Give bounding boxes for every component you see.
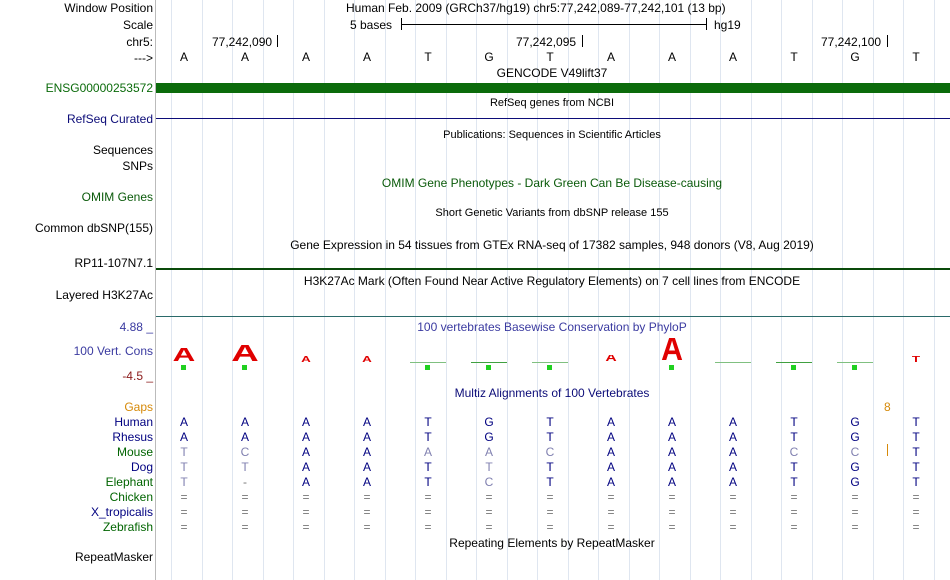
- coord-1-tick: [277, 35, 278, 47]
- repeatmasker-label[interactable]: RepeatMasker: [74, 550, 153, 564]
- strand-label: --->: [134, 51, 153, 65]
- refseq-gene-line[interactable]: [156, 118, 950, 119]
- aligned-base: T: [790, 430, 798, 444]
- aligned-base: A: [362, 445, 371, 459]
- species-label[interactable]: X_tropicalis: [90, 505, 153, 519]
- aligned-base: =: [790, 520, 798, 534]
- aligned-base: T: [241, 460, 249, 474]
- phylop-logo-glyph: A: [362, 356, 372, 362]
- aligned-base: T: [912, 430, 920, 444]
- aligned-base: =: [241, 520, 249, 534]
- aligned-base: =: [851, 520, 859, 534]
- phylop-score-marker: [486, 365, 491, 370]
- phylop-flat-mark: [715, 362, 751, 363]
- aligned-base: A: [606, 460, 615, 474]
- species-label[interactable]: Dog: [130, 460, 153, 474]
- coord-3-tick: [887, 35, 888, 47]
- publications-track-title[interactable]: Publications: Sequences in Scientific Articles: [443, 129, 661, 141]
- ref-base: A: [606, 50, 615, 64]
- aligned-base: =: [729, 490, 737, 504]
- ref-base: G: [850, 50, 860, 64]
- species-label[interactable]: Chicken: [109, 490, 153, 504]
- ref-base: T: [546, 50, 554, 64]
- aligned-base: A: [484, 445, 493, 459]
- snps-label[interactable]: SNPs: [122, 159, 153, 173]
- aligned-base: G: [850, 415, 860, 429]
- aligned-base: =: [607, 490, 615, 504]
- phylop-logo-glyph: A: [661, 338, 683, 362]
- aligned-base: =: [851, 505, 859, 519]
- aligned-base: T: [424, 475, 432, 489]
- aligned-base: A: [301, 430, 310, 444]
- aligned-base: A: [728, 460, 737, 474]
- dbsnp-label[interactable]: Common dbSNP(155): [34, 221, 153, 235]
- aligned-base: A: [179, 430, 188, 444]
- aligned-base: T: [546, 460, 554, 474]
- aligned-base: C: [789, 445, 799, 459]
- phylop-track-title[interactable]: 100 vertebrates Basewise Conservation by PhyloP: [417, 320, 687, 334]
- aligned-base: A: [423, 445, 432, 459]
- species-label[interactable]: Elephant: [105, 475, 153, 489]
- scale-value: 5 bases: [350, 18, 393, 32]
- gap-count: 8: [884, 400, 891, 414]
- aligned-base: A: [667, 460, 676, 474]
- aligned-base: T: [546, 475, 554, 489]
- aligned-base: T: [912, 475, 920, 489]
- ref-base: A: [728, 50, 737, 64]
- scale-bar-right-tick: [706, 18, 707, 30]
- coord-2-tick: [582, 35, 583, 47]
- aligned-base: T: [912, 460, 920, 474]
- ref-base: G: [484, 50, 494, 64]
- aligned-base: =: [302, 490, 310, 504]
- repeatmasker-track-title[interactable]: Repeating Elements by RepeatMasker: [449, 536, 655, 550]
- aligned-base: =: [912, 520, 920, 534]
- aligned-base: =: [180, 490, 188, 504]
- ref-base: A: [301, 50, 310, 64]
- aligned-base: =: [363, 490, 371, 504]
- aligned-base: C: [850, 445, 860, 459]
- gencode-track-title[interactable]: GENCODE V49lift37: [496, 66, 608, 80]
- omim-track-title[interactable]: OMIM Gene Phenotypes - Dark Green Can Be Disease-causing: [381, 176, 723, 190]
- aligned-base: A: [606, 475, 615, 489]
- aligned-base: =: [302, 520, 310, 534]
- gtex-gene-label[interactable]: RP11-107N7.1: [74, 256, 153, 270]
- phylop-logo-glyph: A: [172, 348, 196, 362]
- scale-label: Scale: [122, 18, 153, 32]
- scale-db: hg19: [714, 18, 741, 32]
- aligned-base: G: [850, 475, 860, 489]
- phylop-score-marker: [852, 365, 857, 370]
- h3k27ac-label[interactable]: Layered H3K27Ac: [55, 288, 153, 302]
- gencode-gene-feature[interactable]: [156, 83, 950, 93]
- aligned-base: A: [301, 445, 310, 459]
- aligned-base: =: [180, 520, 188, 534]
- aligned-base: =: [851, 490, 859, 504]
- aligned-base: C: [484, 475, 494, 489]
- gap-marker: [887, 444, 888, 456]
- aligned-base: T: [546, 415, 554, 429]
- aligned-base: T: [912, 415, 920, 429]
- aligned-base: =: [546, 520, 554, 534]
- phylop-flat-mark: [532, 362, 568, 363]
- h3k27ac-track-title[interactable]: H3K27Ac Mark (Often Found Near Active Regulatory Elements) on 7 cell lines from ENCODE: [303, 274, 801, 288]
- aligned-base: =: [485, 490, 493, 504]
- phylop-score-marker: [791, 365, 796, 370]
- phylop-score-marker: [425, 365, 430, 370]
- aligned-base: =: [424, 490, 432, 504]
- gaps-label: Gaps: [124, 400, 153, 414]
- aligned-base: T: [790, 415, 798, 429]
- aligned-base: =: [912, 505, 920, 519]
- aligned-base: T: [546, 430, 554, 444]
- aligned-base: A: [606, 415, 615, 429]
- aligned-base: A: [667, 415, 676, 429]
- phylop-flat-mark: [410, 362, 446, 363]
- window-position-value: Human Feb. 2009 (GRCh37/hg19) chr5:77,242,089-77,242,101 (13 bp): [346, 1, 726, 15]
- coord-1: 77,242,090: [212, 35, 273, 49]
- aligned-base: T: [912, 445, 920, 459]
- aligned-base: =: [729, 505, 737, 519]
- aligned-base: -: [243, 475, 247, 489]
- refseq-track-title[interactable]: RefSeq genes from NCBI: [489, 97, 615, 109]
- aligned-base: A: [362, 475, 371, 489]
- phylop-score-marker: [669, 365, 674, 370]
- aligned-base: =: [363, 520, 371, 534]
- coord-3: 77,242,100: [821, 35, 882, 49]
- aligned-base: =: [607, 505, 615, 519]
- aligned-base: =: [485, 505, 493, 519]
- aligned-base: =: [363, 505, 371, 519]
- aligned-base: T: [424, 430, 432, 444]
- aligned-base: A: [728, 415, 737, 429]
- aligned-base: =: [790, 490, 798, 504]
- aligned-base: C: [545, 445, 555, 459]
- window-position-label: Window Position: [64, 1, 153, 15]
- phylop-score-marker: [242, 365, 247, 370]
- aligned-base: A: [667, 475, 676, 489]
- gtex-track-title[interactable]: Gene Expression in 54 tissues from GTEx RNA-seq of 17382 samples, 948 donors (V8, Aug 2019): [290, 238, 814, 252]
- dbsnp-track-title[interactable]: Short Genetic Variants from dbSNP release 155: [435, 207, 669, 219]
- aligned-base: =: [668, 520, 676, 534]
- phylop-flat-mark: [837, 362, 873, 363]
- phylop-max-label: 4.88 _: [119, 320, 153, 334]
- gtex-gene-line[interactable]: [156, 268, 950, 270]
- aligned-base: =: [546, 505, 554, 519]
- aligned-base: G: [484, 430, 494, 444]
- phylop-logo-glyph: T: [911, 356, 921, 362]
- aligned-base: =: [668, 505, 676, 519]
- omim-label[interactable]: OMIM Genes: [81, 190, 153, 204]
- aligned-base: =: [912, 490, 920, 504]
- chrom-label: chr5:: [126, 35, 153, 49]
- phylop-flat-mark: [471, 362, 507, 363]
- ref-base: A: [667, 50, 676, 64]
- aligned-base: A: [301, 460, 310, 474]
- aligned-base: =: [180, 505, 188, 519]
- aligned-base: T: [180, 445, 188, 459]
- aligned-base: G: [484, 415, 494, 429]
- sequences-label[interactable]: Sequences: [92, 143, 153, 157]
- phylop-flat-mark: [776, 362, 812, 363]
- phylop-logo-glyph: A: [605, 355, 617, 362]
- aligned-base: G: [850, 430, 860, 444]
- aligned-base: T: [180, 460, 188, 474]
- aligned-base: =: [424, 520, 432, 534]
- aligned-base: T: [485, 460, 493, 474]
- ref-base: T: [790, 50, 798, 64]
- species-label[interactable]: Mouse: [116, 445, 153, 459]
- aligned-base: =: [241, 490, 249, 504]
- aligned-base: =: [424, 505, 432, 519]
- aligned-base: =: [790, 505, 798, 519]
- gencode-gene-label[interactable]: ENSG00000253572: [45, 81, 153, 95]
- aligned-base: A: [728, 475, 737, 489]
- aligned-base: A: [301, 415, 310, 429]
- phylop-logo-glyph: A: [231, 345, 259, 362]
- ref-base: T: [424, 50, 432, 64]
- scale-bar: [401, 24, 707, 25]
- aligned-base: =: [485, 520, 493, 534]
- phylop-score-marker: [547, 365, 552, 370]
- ref-base: T: [912, 50, 920, 64]
- aligned-base: A: [728, 430, 737, 444]
- aligned-base: A: [179, 415, 188, 429]
- aligned-base: T: [424, 460, 432, 474]
- aligned-base: A: [240, 415, 249, 429]
- species-label[interactable]: Rhesus: [112, 430, 153, 444]
- aligned-base: A: [362, 460, 371, 474]
- aligned-base: =: [607, 520, 615, 534]
- aligned-base: G: [850, 460, 860, 474]
- phylop-min-label: -4.5 _: [122, 369, 153, 383]
- aligned-base: T: [790, 475, 798, 489]
- refseq-label[interactable]: RefSeq Curated: [66, 112, 153, 126]
- aligned-base: A: [667, 445, 676, 459]
- ref-base: A: [362, 50, 371, 64]
- species-label[interactable]: Human: [114, 415, 153, 429]
- aligned-base: A: [240, 430, 249, 444]
- aligned-base: T: [180, 475, 188, 489]
- aligned-base: =: [546, 490, 554, 504]
- phylop-label[interactable]: 100 Vert. Cons: [73, 344, 153, 358]
- phylop-score-marker: [181, 365, 186, 370]
- aligned-base: A: [667, 430, 676, 444]
- phylop-logo-glyph: A: [301, 356, 311, 362]
- h3k27ac-baseline: [156, 316, 950, 317]
- aligned-base: A: [362, 415, 371, 429]
- aligned-base: A: [728, 445, 737, 459]
- aligned-base: T: [790, 460, 798, 474]
- ref-base: A: [240, 50, 249, 64]
- aligned-base: C: [240, 445, 250, 459]
- multiz-track-title[interactable]: Multiz Alignments of 100 Vertebrates: [454, 386, 650, 400]
- ref-base: A: [179, 50, 188, 64]
- aligned-base: A: [362, 430, 371, 444]
- aligned-base: =: [302, 505, 310, 519]
- coord-2: 77,242,095: [516, 35, 577, 49]
- aligned-base: A: [301, 475, 310, 489]
- species-label[interactable]: Zebrafish: [102, 520, 153, 534]
- aligned-base: =: [241, 505, 249, 519]
- aligned-base: T: [424, 415, 432, 429]
- aligned-base: =: [729, 520, 737, 534]
- aligned-base: =: [668, 490, 676, 504]
- aligned-base: A: [606, 445, 615, 459]
- aligned-base: A: [606, 430, 615, 444]
- scale-bar-left-tick: [401, 18, 402, 30]
